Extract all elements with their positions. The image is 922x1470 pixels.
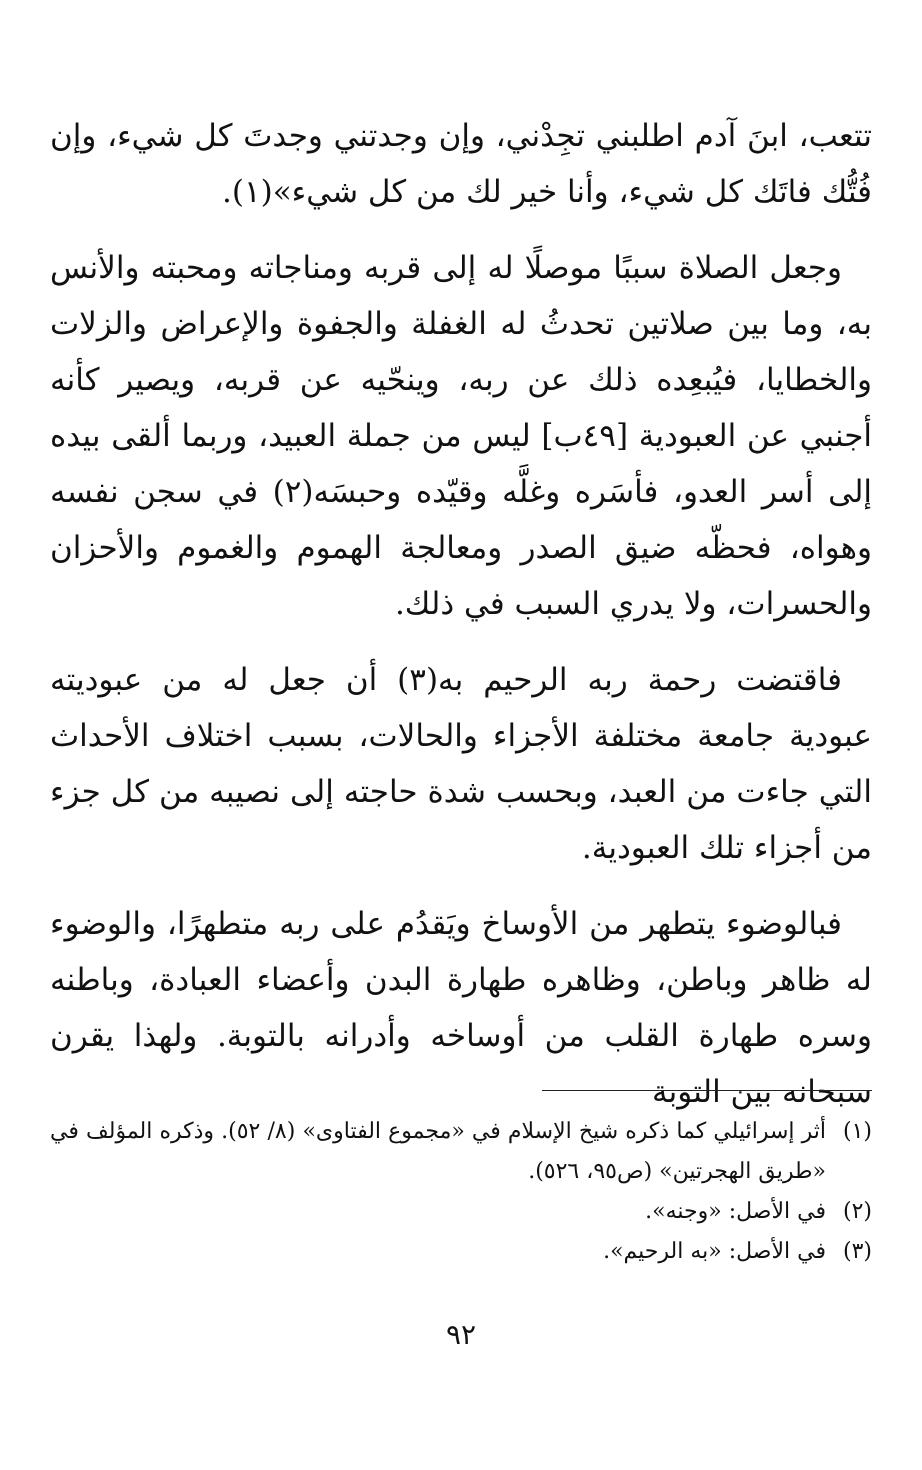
footnote-text: في الأصل: «به الرحيم». <box>603 1239 826 1264</box>
footnote-text: أثر إسرائيلي كما ذكره شيخ الإسلام في «مجموع الفتاوى» (٨/ ٥٢). وذكره المؤلف في «طريق الهجرتين» (ص٩٥، ٥٢٦). <box>50 1119 827 1184</box>
paragraph-mercy: فاقتضت رحمة ربه الرحيم به(٣) أن جعل له من عبوديته عبودية جامعة مختلفة الأجزاء والحالات، بسبب اختلاف الأحداث التي جاءت من العبد، وبحسب شدة حاجته إلى نصيبه من كل جزء من أجزاء تلك العبودية. <box>50 662 872 866</box>
footnotes <box>50 1112 872 1272</box>
paragraph-prayer: وجعل الصلاة سببًا موصلًا له إلى قربه ومناجاته ومحبته والأنس به، وما بين صلاتين تحدثُ له الغفلة والجفوة والإعراض والزلات والخطايا، فيُبعِده ذلك عن ربه، وينحّيه عن قربه، ويصير كأنه أجنبي عن العبودية [٤٩ب] ليس من جملة العبيد، وربما ألقى بيده إلى أسر العدو، فأسَره وغلَّه وقيّده وحبسَه(٢) في سجن نفسه وهواه، فحظّه ضيق الصدر ومعالجة الهموم والغموم والأحزان والحسرات، ولا يدري السبب في ذلك. <box>50 250 873 622</box>
footnote-3 <box>50 1232 872 1272</box>
footnote-separator <box>542 1090 872 1091</box>
footnote-1 <box>50 1112 872 1192</box>
footnote-text: في الأصل: «وجنه». <box>645 1199 826 1224</box>
paragraph-continuation: تتعب، ابنَ آدم اطلبني تجِدْني، وإن وجدتني وجدتَ كل شيء، وإن فُتُّك فاتَك كل شيء، وأنا خير لك من كل شيء»(١). <box>50 118 872 210</box>
footnote-number: (٣) <box>842 1239 872 1264</box>
main-text <box>50 108 872 1140</box>
footnote-number: (٢) <box>842 1199 872 1224</box>
page-number: ٩٢ <box>445 1318 477 1351</box>
paragraph-ablution: فبالوضوء يتطهر من الأوساخ ويَقدُم على ربه متطهرًا، والوضوء له ظاهر وباطن، وظاهره طهارة البدن وأعضاء العبادة، وباطنه وسره طهارة القلب من أوساخه وأدرانه بالتوبة. ولهذا يقرن سبحانه بين التوبة <box>50 906 872 1110</box>
footnote-number: (١) <box>842 1119 872 1144</box>
footnote-2 <box>50 1192 872 1232</box>
